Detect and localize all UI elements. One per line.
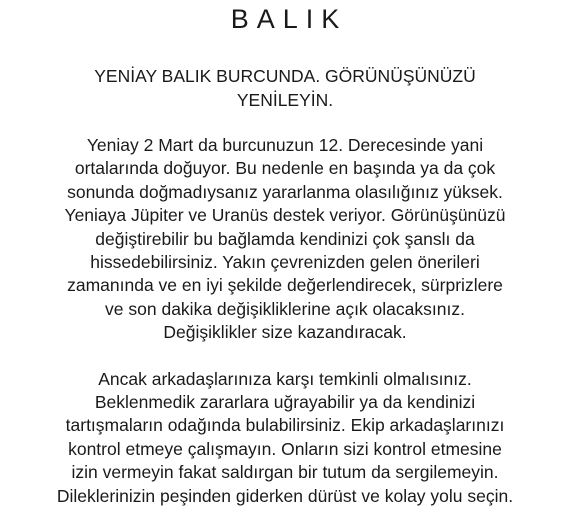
paragraph-line: Değişiklikler size kazandıracak. [163, 322, 407, 343]
paragraph-line: hissedebilirsiniz. Yakın çevrenizden gelen önerileri [90, 252, 480, 273]
subtitle [10, 64, 560, 112]
paragraph-line: kontrol etmeye çalışmayın. Onların sizi kontrol etmesine [68, 438, 502, 459]
paragraph-2 [10, 368, 560, 508]
paragraph-line: tartışmaların odağında bulabilirsiniz. Ekip arkadaşlarınızı [65, 415, 505, 436]
paragraph-line: Yeniay 2 Mart da burcunuzun 12. Derecesinde yani [86, 135, 484, 155]
paragraph-line: Dileklerinizin peşinden giderken dürüst ve kolay yolu seçin. [56, 485, 514, 506]
paragraph-line: ortalarında doğuyor. Bu nedenle en başında ya da çok [74, 158, 496, 179]
paragraph-line: değiştirebilir bu bağlamda kendinizi çok şanslı da [95, 228, 475, 249]
page-title: BALIK [230, 4, 348, 34]
paragraph-1 [10, 134, 560, 345]
paragraph-line: izin vermeyin fakat saldırgan bir tutum da sergilemeyin. [71, 462, 499, 483]
subtitle-line: YENİLEYİN. [236, 90, 334, 110]
paragraph-line: zamanında ve en iyi şekilde değerlendirecek, sürprizlere [67, 275, 503, 296]
paragraph-line: Yeniaya Jüpiter ve Uranüs destek veriyor. Görünüşünüzü [64, 205, 506, 226]
paragraph-line: Ancak arkadaşlarınıza karşı temkinli olmalısınız. [98, 368, 472, 389]
subtitle-line: YENİAY BALIK BURCUNDA. GÖRÜNÜŞÜNÜZÜ [94, 66, 476, 86]
paragraph-line: ve son dakika değişikliklerine açık olacaksınız. [105, 298, 465, 319]
paragraph-line: sonunda doğmadıysanız yararlanma olasılığınız yüksek. [67, 181, 503, 202]
paragraph-line: Beklenmedik zararlara uğrayabilir ya da kendinizi [94, 392, 476, 413]
